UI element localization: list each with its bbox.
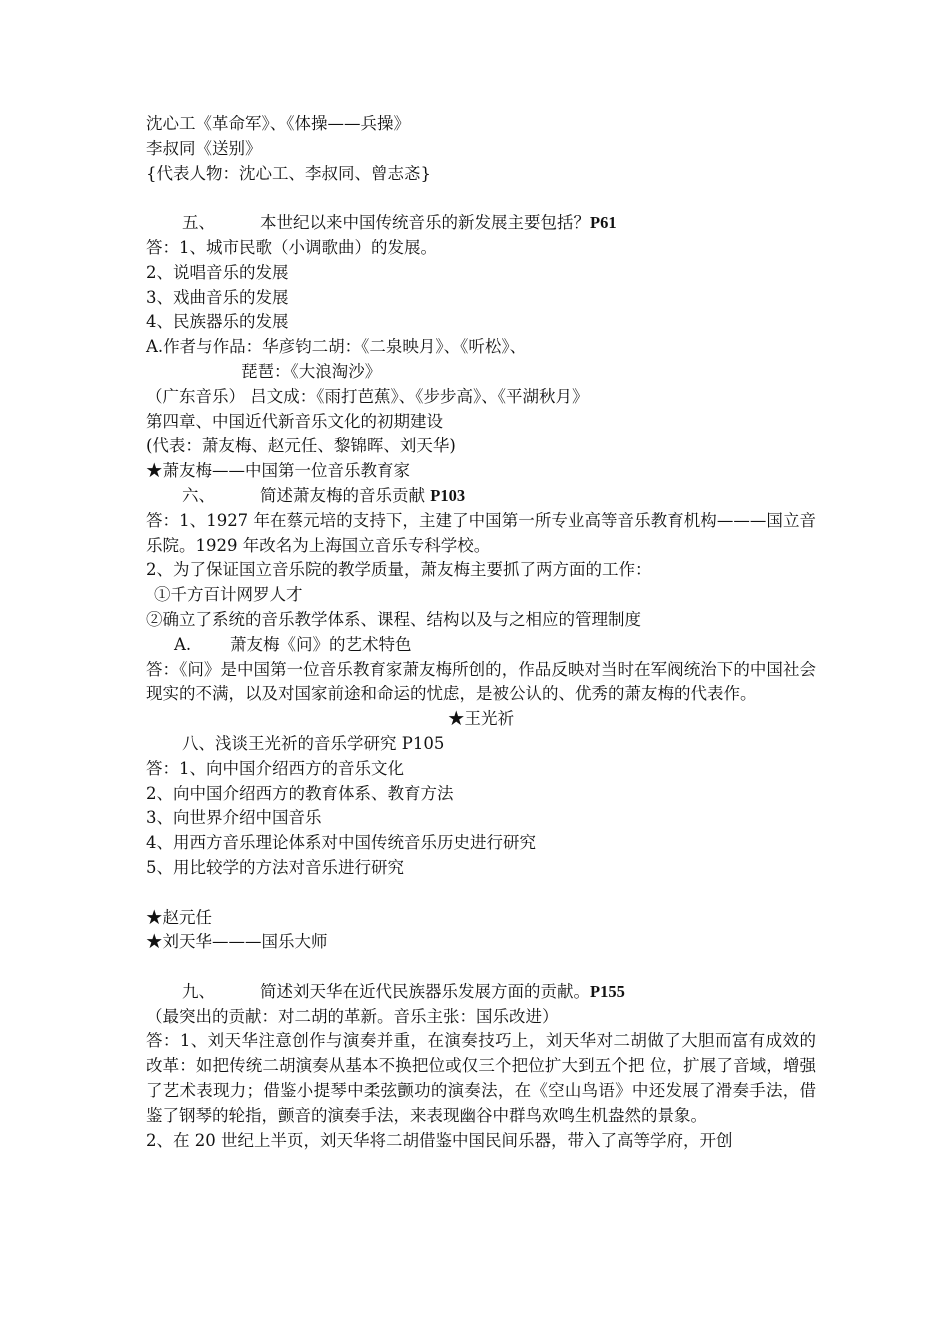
text-line: 李叔同《送别》 — [146, 138, 262, 158]
text-line: 沈心工《革命军》、《体操——兵操》 — [146, 114, 410, 133]
sub-question-heading — [146, 633, 816, 658]
answer-line: 3、戏曲音乐的发展 — [146, 287, 289, 307]
chapter-heading: 第四章、中国近代新音乐文化的初期建设 — [146, 411, 443, 431]
page-reference: P155 — [590, 981, 625, 1001]
page-reference: P61 — [590, 213, 617, 233]
answer-line: 答：1、城市民歌（小调歌曲）的发展。 — [146, 237, 437, 257]
question-text: 本世纪以来中国传统音乐的新发展主要包括？ — [260, 213, 590, 233]
answer-line: 2、在 20 世纪上半页，刘天华将二胡借鉴中国民间乐器，带入了高等学府，开创 — [146, 1130, 733, 1150]
star-heading: ★萧友梅——中国第一位音乐教育家 — [146, 461, 410, 481]
answer-line: 5、用比较学的方法对音乐进行研究 — [146, 857, 404, 877]
sub-question-text: 萧友梅《问》的艺术特色 — [230, 634, 412, 654]
answer-line: 3、向世界介绍中国音乐 — [146, 808, 322, 828]
answer-line: 2、为了保证国立音乐院的教学质量，萧友梅主要抓了两方面的工作： — [146, 560, 652, 580]
answer-note: （最突出的贡献：对二胡的革新。音乐主张：国乐改进） — [146, 1006, 559, 1026]
document-page — [146, 112, 816, 1153]
question-9-heading — [146, 980, 816, 1005]
blank-line — [146, 186, 816, 211]
blank-line — [146, 881, 816, 906]
answer-line: 答：1、向中国介绍西方的音乐文化 — [146, 758, 404, 778]
answer-line: 2、说唱音乐的发展 — [146, 262, 289, 282]
answer-line: ①千方百计网罗人才 — [154, 585, 303, 605]
blank-line — [146, 955, 816, 980]
sub-question-number: A. — [174, 634, 192, 654]
answer-line: （广东音乐） 吕文成：《雨打芭蕉》、《步步高》、《平湖秋月》 — [146, 386, 589, 406]
answer-line: A.作者与作品：华彦钧二胡：《二泉映月》、《听松》、 — [146, 337, 527, 357]
question-5-heading — [146, 211, 816, 236]
question-number: 五、 — [182, 213, 215, 233]
answer-paragraph: 答：1、刘天华注意创作与演奏并重，在演奏技巧上，刘天华对二胡做了大胆而富有成效的改革：如把传统二胡演奏从基本不换把位或仅三个把位扩大到五个把 位，扩展了音域，增强了艺术表现力；借鉴小提琴中柔弦颤功的演奏法，在《空山鸟语》中还发展了滑奏手法，借鉴了钢琴的轮指，颤音的演奏手法，来表现幽谷中群鸟欢鸣生机盎然的景象。 — [146, 1031, 816, 1125]
answer-paragraph: 答：1、1927 年在蔡元培的支持下，主建了中国第一所专业高等音乐教育机构———国立音乐院。1929 年改名为上海国立音乐专科学校。 — [146, 510, 816, 555]
star-heading: ★刘天华———国乐大师 — [146, 932, 328, 952]
question-text: 简述萧友梅的音乐贡献 — [260, 485, 425, 505]
answer-line: 2、向中国介绍西方的教育体系、教育方法 — [146, 783, 454, 803]
answer-paragraph: 答：《问》是中国第一位音乐教育家萧友梅所创的，作品反映对当时在军阀统治下的中国社会现实的不满，以及对国家前途和命运的忧虑，是被公认的、优秀的萧友梅的代表作。 — [146, 659, 816, 704]
answer-line: 4、用西方音乐理论体系对中国传统音乐历史进行研究 — [146, 833, 536, 853]
question-8-heading: 八、浅谈王光祈的音乐学研究 P105 — [182, 733, 445, 753]
star-heading: ★赵元任 — [146, 907, 212, 927]
answer-line: ②确立了系统的音乐教学体系、课程、结构以及与之相应的管理制度 — [146, 609, 641, 629]
question-text: 简述刘天华在近代民族器乐发展方面的贡献。 — [260, 981, 590, 1001]
question-6-heading — [146, 484, 816, 509]
question-number: 九、 — [182, 981, 215, 1001]
star-heading: ★王光祈 — [448, 709, 514, 729]
answer-line: 琵琶：《大浪淘沙》 — [241, 361, 382, 381]
question-number: 六、 — [182, 485, 215, 505]
chapter-representatives: (代表：萧友梅、赵元任、黎锦晖、刘天华) — [146, 436, 456, 456]
answer-line: 4、民族器乐的发展 — [146, 312, 289, 332]
text-line: {代表人物：沈心工、李叔同、曾志忞} — [146, 163, 431, 183]
page-reference: P103 — [430, 485, 466, 505]
